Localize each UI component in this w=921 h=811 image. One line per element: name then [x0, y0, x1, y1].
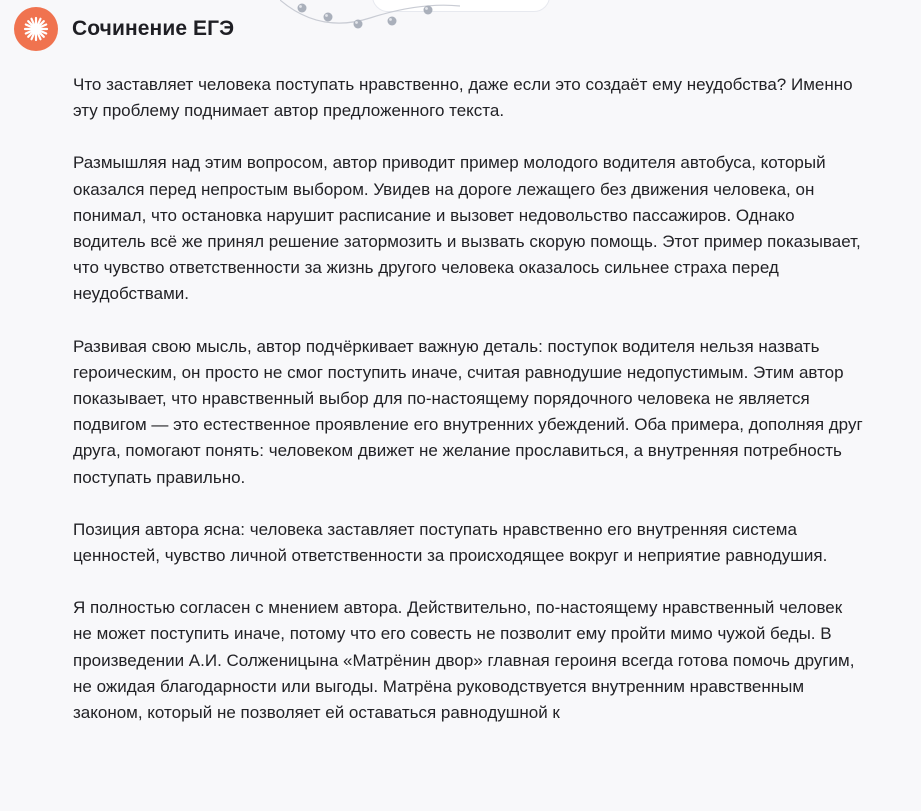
essay-paragraph: Позиция автора ясна: человека заставляет поступать нравственно его внутренняя система ценностей, чувство личной ответственности за происходящее вокруг и неприятие равнодушия. — [73, 519, 828, 566]
essay-paragraph: Размышляя над этим вопросом, автор приводит пример молодого водителя автобуса, который оказался перед непростым выбором. Увидев на дороге лежащего без движения человека, он понимал, что остановка нарушит расписание и вызовет недовольство пассажиров. Однако водитель всё же принял решение затормозить и вызвать скорую помощь. Этот пример показывает, что чувство ответственности за жизнь другого человека оказалось сильнее страха перед неудобствами. — [73, 153, 861, 304]
sparkle-icon — [14, 7, 58, 51]
assistant-title: Сочинение ЕГЭ — [72, 17, 235, 40]
chat-header — [14, 9, 234, 49]
essay-paragraph: Я полностью согласен с мнением автора. Действительно, по-настоящему нравственный человек не может поступить иначе, потому что его совесть не позволит ему пройти мимо чужой беды. В произведении А.И. Солженицына «Матрёнин двор» главная героиня всегда готова помочь другим, не ожидая благодарности или выгоды. Матрёна руководствуется внутренним нравственным законом, который не позволяет ей оставаться равнодушной к — [73, 598, 855, 723]
essay-body — [73, 72, 863, 752]
essay-paragraph: Что заставляет человека поступать нравственно, даже если это создаёт ему неудобства? Именно эту проблему поднимает автор предложенного текста. — [73, 75, 853, 121]
essay-paragraph: Развивая свою мысль, автор подчёркивает важную деталь: поступок водителя нельзя назвать героическим, он просто не смог поступить иначе, считая равнодушие недопустимым. Этим автор показывает, что нравственный выбор для по-настоящему порядочного человека не является подвигом — это естественное проявление его внутренних убеждений. Оба примера, дополняя друг друга, помогают понять: человеком движет не желание прославиться, а внутренняя потребность поступать правильно. — [73, 336, 863, 487]
garland-lights-icon — [280, 0, 460, 36]
